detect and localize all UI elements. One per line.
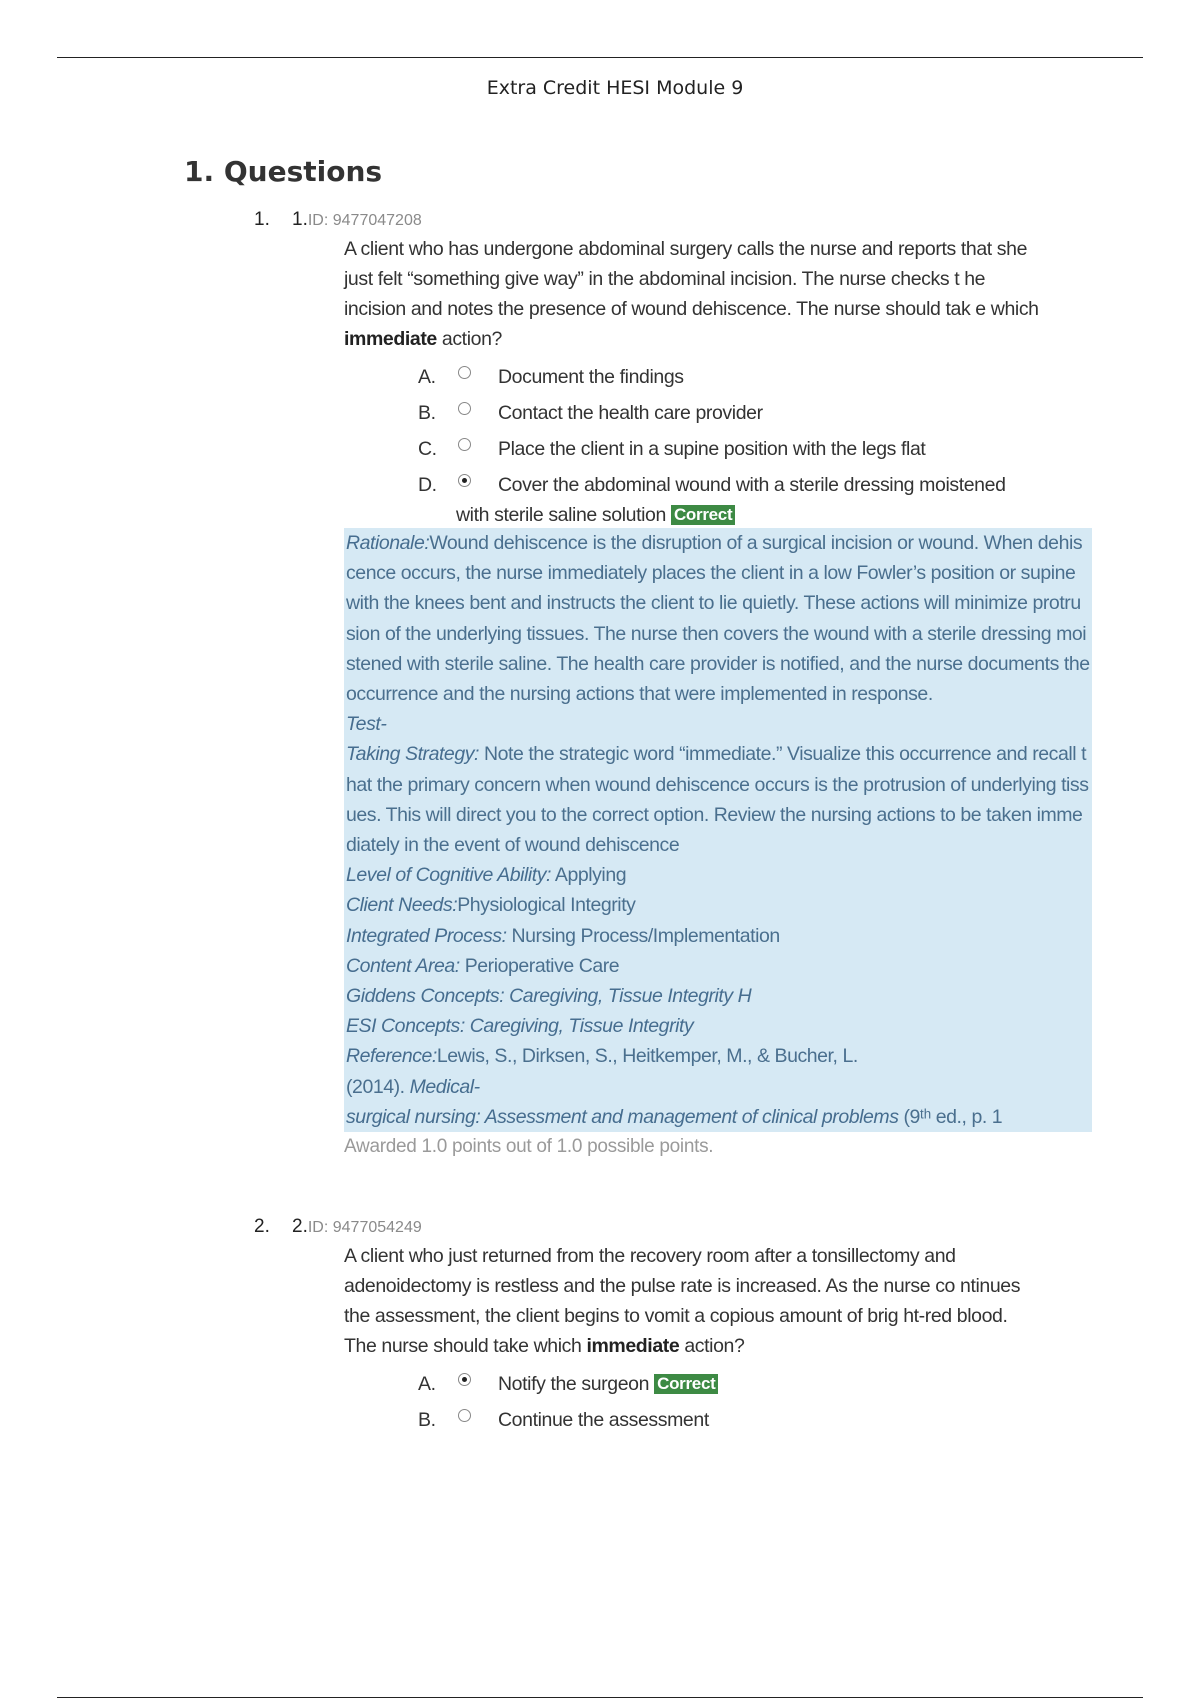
- question-header: [254, 208, 1154, 234]
- awarded-points: Awarded 1.0 points out of 1.0 possible points.: [344, 1136, 714, 1158]
- option-a[interactable]: [418, 358, 1154, 394]
- process-text: Nursing Process/Implementation: [511, 924, 780, 947]
- question-id: ID: 9477047208: [307, 212, 422, 229]
- rationale-box: [344, 528, 1092, 1132]
- option-letter: C.: [418, 438, 437, 460]
- cognitive-text: Applying: [554, 864, 627, 887]
- option-b[interactable]: [418, 1401, 1154, 1437]
- strategic-word: immediate: [344, 328, 437, 350]
- radio-button[interactable]: [458, 438, 471, 451]
- option-text: Cover the abdominal wound with a sterile dressing moistened: [498, 474, 1006, 496]
- content-area-label: Content Area:: [346, 954, 460, 977]
- test-label: Test-: [346, 713, 387, 736]
- giddens-concepts: Giddens Concepts: Caregiving, Tissue Integrity H: [346, 985, 752, 1008]
- radio-button-selected[interactable]: [458, 474, 471, 487]
- question-2: [254, 1215, 1154, 1437]
- correct-badge: Correct: [654, 1374, 718, 1394]
- client-needs-text: Physiological Integrity: [457, 894, 636, 917]
- option-text: Notify the surgeon: [498, 1373, 650, 1395]
- esi-concepts: ESI Concepts: Caregiving, Tissue Integrity: [346, 1015, 694, 1038]
- option-text: Contact the health care provider: [498, 402, 763, 424]
- rationale-label: Rationale:: [346, 532, 430, 554]
- option-letter: B.: [418, 402, 436, 424]
- option-text: Place the client in a supine position with the legs flat: [498, 438, 926, 460]
- correct-badge: Correct: [671, 505, 735, 525]
- option-c[interactable]: [418, 430, 1154, 466]
- page-header: Extra Credit HESI Module 9: [486, 77, 744, 99]
- question-1: [254, 208, 1154, 1162]
- option-text-continued: with sterile saline solution: [456, 504, 666, 526]
- strategy-text: Note the strategic word “immediate.” Visualize this occurrence and recall that the primary concern when wound dehiscence occurs is the protrusion of underlying tissues. This will direct you to the correct option. Review the nursing actions to be taken immediately in the event of wound dehiscence: [346, 743, 1089, 857]
- radio-button[interactable]: [458, 366, 471, 379]
- question-header: [254, 1215, 1154, 1241]
- section-title: 1. Questions: [184, 155, 383, 188]
- answer-options: [418, 1365, 1154, 1437]
- reference-edition: (9ᵗʰ ed., p. 1: [898, 1105, 1003, 1128]
- option-text: Continue the assessment: [498, 1409, 709, 1431]
- question-id: ID: 9477054249: [307, 1219, 422, 1236]
- client-needs-label: Client Needs:: [346, 894, 458, 917]
- question-number: 2.: [292, 1216, 308, 1237]
- radio-button[interactable]: [458, 402, 471, 415]
- content-area-text: Perioperative Care: [464, 954, 620, 977]
- option-d[interactable]: [418, 466, 1154, 530]
- list-number: 1.: [254, 209, 270, 230]
- option-text: Document the findings: [498, 366, 684, 388]
- reference-year: (2014).: [346, 1075, 410, 1098]
- question-stem: A client who just returned from the recovery room after a tonsillectomy and adenoidectomy is restless and the pulse rate is increased. As the nurse co ntinues the assessment, the client begins to vomit a copious amount of brig ht-red blood. The nurse should take which immediate action?: [344, 1245, 1021, 1357]
- option-a[interactable]: [418, 1365, 1154, 1401]
- option-letter: A.: [418, 1373, 436, 1395]
- list-number: 2.: [254, 1216, 270, 1237]
- top-rule: [57, 57, 1143, 58]
- reference-title-a: Medical-: [409, 1075, 480, 1098]
- reference-label: Reference:: [346, 1045, 437, 1068]
- question-stem: A client who has undergone abdominal surgery calls the nurse and reports that she just felt “something give way” in the abdominal incision. The nurse checks t he incision and notes the presence of wound dehiscence. The nurse should tak e which immediate action?: [344, 238, 1039, 350]
- strategy-label: Taking Strategy:: [346, 743, 479, 766]
- bottom-rule: [57, 1697, 1143, 1698]
- answer-options: [418, 358, 1154, 530]
- strategic-word: immediate: [586, 1335, 680, 1357]
- radio-button-selected[interactable]: [458, 1373, 471, 1386]
- process-label: Integrated Process:: [346, 924, 507, 947]
- option-letter: B.: [418, 1409, 436, 1431]
- radio-button[interactable]: [458, 1409, 471, 1422]
- reference-title-b: surgical nursing: Assessment and management of clinical problems: [346, 1105, 899, 1128]
- question-number: 1.: [292, 209, 308, 230]
- reference-authors: Lewis, S., Dirksen, S., Heitkemper, M., & Bucher, L.: [436, 1045, 858, 1068]
- option-letter: D.: [418, 474, 437, 496]
- rationale-text: Wound dehiscence is the disruption of a surgical incision or wound. When dehiscence occurs, the nurse immediately places the client in a low Fowler’s position or supine with the knees bent and instructs the client to lie quietly. These actions will minimize protrusion of the underlying tissues. The nurse then covers the wound with a sterile dressing moistened with sterile saline. The health care provider is notified, and the nurse documents the occurrence and the nursing actions that were implemented in response.: [346, 532, 1090, 706]
- cognitive-label: Level of Cognitive Ability:: [346, 864, 551, 887]
- option-b[interactable]: [418, 394, 1154, 430]
- option-letter: A.: [418, 366, 436, 388]
